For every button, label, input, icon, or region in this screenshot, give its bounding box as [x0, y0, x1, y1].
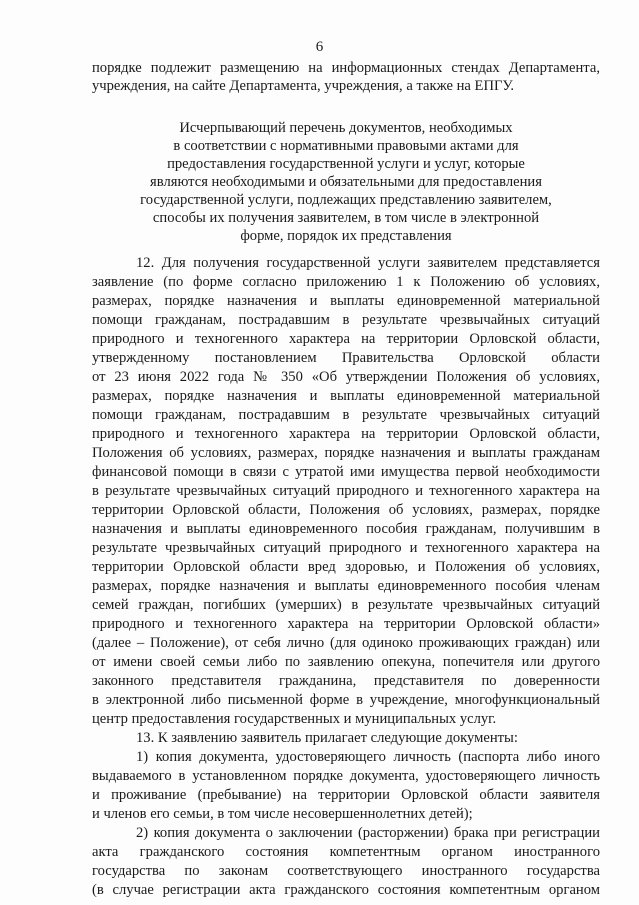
intro-line: учреждения, на сайте Департамента, учреждения, а также на ЕПГУ.: [92, 78, 515, 94]
paragraph-12-line: утвержденному постановлением Правительства Орловской области: [92, 350, 600, 366]
list-item-1-line: выдаваемого в установленном порядке документа, удостоверяющего личность: [92, 768, 600, 784]
intro-line: порядке подлежит размещению на информационных стендах Департамента,: [92, 60, 600, 76]
section-heading-line: форме, порядок их представления: [240, 228, 452, 244]
paragraph-12-line: назначения и выплаты единовременного пособия гражданам, получившим в: [92, 521, 600, 537]
paragraph-12-line: в результате чрезвычайных ситуаций природного и техногенного характера на: [92, 483, 600, 499]
paragraph-12-line: заявление (по форме согласно приложению 1 к Положению об условиях,: [92, 274, 600, 290]
paragraph-12-line: Положения об условиях, размерах, порядке назначения и выплаты гражданам: [92, 445, 600, 461]
paragraph-12-line: природного и техногенного характера на территории Орловской области,: [92, 426, 600, 442]
paragraph-12-line: размерах, порядке назначения и выплаты единовременной материальной: [92, 388, 600, 404]
paragraph-12-line: размерах, порядке назначения и выплаты единовременного пособия членам: [92, 578, 600, 594]
section-heading-line: государственной услуги, подлежащих представлению заявителем,: [140, 192, 552, 208]
paragraph-12-line: размерах, порядке назначения и выплаты единовременной материальной: [92, 293, 600, 309]
paragraph-12-line: в электронной либо письменной форме в учреждение, многофункциональный: [92, 692, 600, 708]
list-item-1-line: и проживание (пребывание) на территории Орловской области заявителя: [92, 787, 600, 803]
paragraph-13-line: 13. К заявлению заявитель прилагает следующие документы:: [136, 730, 518, 746]
section-heading-line: предоставления государственной услуги и услуг, которые: [167, 156, 525, 172]
paragraph-12-line: природного и техногенного характера на территории Орловской области»: [92, 616, 600, 632]
list-item-2-line: государства по законам соответствующего иностранного государства: [92, 863, 600, 879]
paragraph-12-line: центр предоставления государственных и муниципальных услуг.: [92, 711, 497, 727]
section-heading-line: Исчерпывающий перечень документов, необходимых: [179, 120, 513, 136]
list-item-1-line: и членов его семьи, в том числе несовершеннолетних детей);: [92, 806, 473, 822]
paragraph-12-line: законного представителя гражданина, представителя по доверенности: [92, 673, 600, 689]
section-heading-line: в соответствии с нормативными правовыми актами для: [173, 138, 519, 154]
paragraph-12-line: (далее – Положение), от себя лично (для одиноко проживающих граждан) или: [92, 635, 600, 651]
paragraph-12-line: 12. Для получения государственной услуги заявителем представляется: [136, 255, 600, 271]
paragraph-12-line: территории Орловской области вред здоровью, и Положения об условиях,: [92, 559, 600, 575]
list-item-1-line: 1) копия документа, удостоверяющего личность (паспорта либо иного: [136, 749, 600, 765]
paragraph-12-line: результате чрезвычайных ситуаций природного и техногенного характера на: [92, 540, 600, 556]
paragraph-12-line: помощи гражданам, пострадавшим в результате чрезвычайных ситуаций: [92, 312, 600, 328]
page-number: 6: [315, 39, 324, 55]
paragraph-12-line: от имени своей семьи либо по заявлению опекуна, попечителя или другого: [92, 654, 600, 670]
section-heading-line: являются необходимыми и обязательными для предоставления: [150, 174, 542, 190]
list-item-2-line: (в случае регистрации акта гражданского состояния компетентным органом: [92, 882, 600, 898]
paragraph-12-line: финансовой помощи в связи с утратой ими имущества первой необходимости: [92, 464, 600, 480]
paragraph-12-line: природного и техногенного характера на территории Орловской области,: [92, 331, 600, 347]
section-heading-line: способы их получения заявителем, в том числе в электронной: [152, 210, 540, 226]
list-item-2-line: акта гражданского состояния компетентным органом иностранного: [92, 844, 600, 860]
paragraph-12-line: семей граждан, погибших (умерших) в результате чрезвычайных ситуаций: [92, 597, 600, 613]
paragraph-12-line: территории Орловской области, Положения об условиях, размерах, порядке: [92, 502, 600, 518]
paragraph-12-line: помощи гражданам, пострадавшим в результате чрезвычайных ситуаций: [92, 407, 600, 423]
paragraph-12-line: от 23 июня 2022 года № 350 «Об утверждении Положения об условиях,: [92, 369, 600, 385]
list-item-2-line: 2) копия документа о заключении (расторжении) брака при регистрации: [136, 825, 600, 841]
